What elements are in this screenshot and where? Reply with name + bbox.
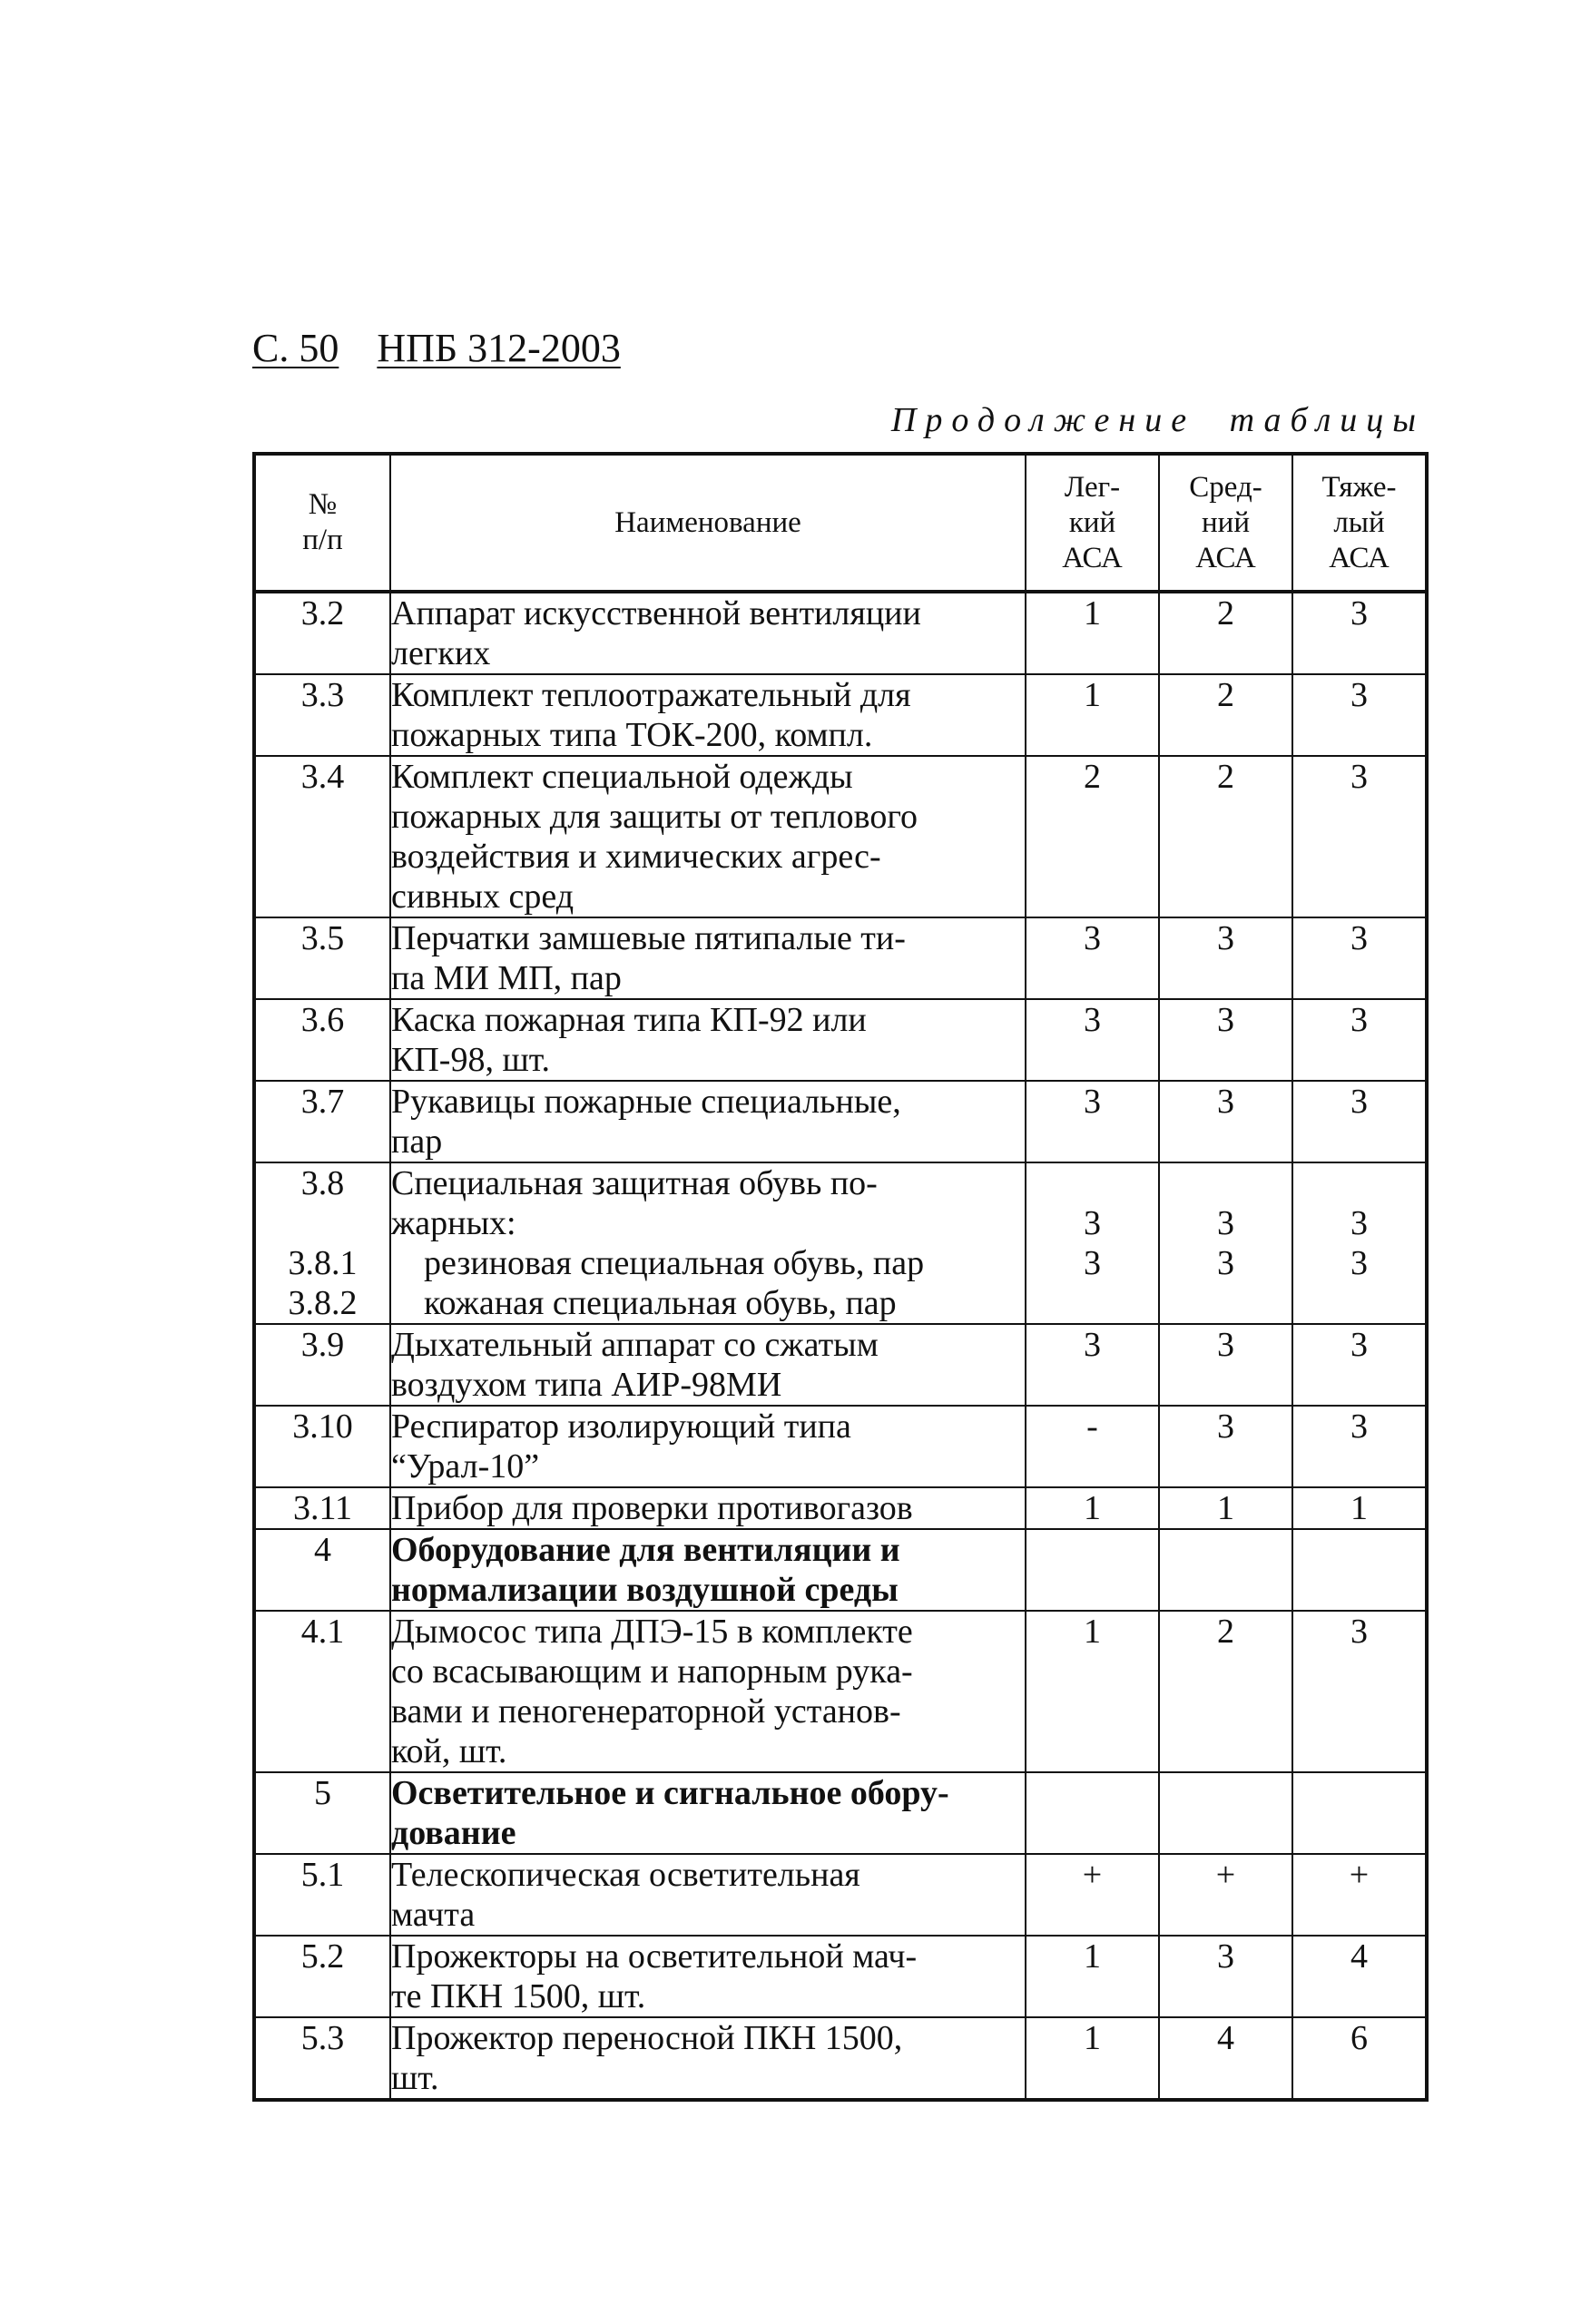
row-medium-value	[1159, 1081, 1292, 1162]
table-row	[254, 756, 1427, 917]
row-heavy-value-line: 3	[1350, 1407, 1368, 1446]
row-light-value-line: 1	[1084, 1489, 1101, 1527]
row-medium-value-line: 4	[1217, 2019, 1234, 2057]
row-light-value	[1026, 1936, 1159, 2017]
row-medium-value-line: 2	[1217, 676, 1234, 714]
row-medium-value	[1159, 756, 1292, 917]
row-number-line: 3.11	[292, 1489, 353, 1527]
row-light-value-line: 2	[1084, 758, 1101, 796]
row-medium-value-line	[1160, 1283, 1291, 1323]
row-heavy-value-line: 3	[1350, 919, 1368, 957]
row-medium-value-line: 3	[1217, 1083, 1234, 1121]
equipment-table	[252, 452, 1429, 2102]
row-medium-value	[1159, 999, 1292, 1081]
row-medium-value	[1159, 1936, 1292, 2017]
row-name	[390, 1936, 1026, 2017]
row-medium-value	[1159, 1324, 1292, 1406]
row-name-line: Дымосос типа ДПЭ-15 в комплекте	[391, 1613, 913, 1651]
table-row	[254, 1406, 1427, 1487]
row-number-line: 5	[314, 1774, 331, 1812]
row-medium-value	[1159, 2017, 1292, 2100]
row-light-value	[1026, 999, 1159, 1081]
row-number-line: 3.9	[300, 1326, 345, 1364]
row-light-value-line: 1	[1084, 2019, 1101, 2057]
row-light-value-line: 3	[1084, 1083, 1101, 1121]
row-number-line: 5.1	[300, 1856, 345, 1894]
row-name-line: мачта	[391, 1896, 476, 1934]
row-name-line: легких	[391, 634, 491, 672]
row-heavy-value	[1292, 2017, 1427, 2100]
row-light-value-line: 1	[1084, 594, 1101, 632]
row-name-line: пар	[391, 1123, 443, 1161]
row-medium-value	[1159, 1611, 1292, 1772]
row-light-value	[1026, 674, 1159, 756]
row-medium-value	[1159, 1854, 1292, 1936]
row-heavy-value-line	[1293, 1530, 1425, 1570]
row-light-value-line: 3	[1084, 919, 1101, 957]
row-number-line: 4	[314, 1531, 331, 1569]
row-heavy-value-line: 3	[1350, 1244, 1368, 1282]
row-name-line: Оборудование для вентиляции и	[391, 1531, 900, 1569]
table-row	[254, 917, 1427, 999]
row-name	[390, 1854, 1026, 1936]
row-light-value-line: 1	[1084, 1613, 1101, 1651]
row-name-line: нормализации воздушной среды	[391, 1571, 899, 1609]
row-name-line: Прибор для проверки противогазов	[391, 1489, 913, 1527]
row-number-line: 3.7	[300, 1083, 345, 1121]
row-heavy-value-line: 3	[1350, 676, 1368, 714]
row-medium-value-line: +	[1215, 1856, 1236, 1894]
row-medium-value	[1159, 674, 1292, 756]
row-name-line: Прожекторы на осветительной мач-	[391, 1937, 918, 1976]
table-row	[254, 1324, 1427, 1406]
row-light-value	[1026, 756, 1159, 917]
row-medium-value-line: 3	[1217, 1204, 1234, 1242]
row-number	[254, 1081, 390, 1162]
row-name-line: резиновая специальная обувь, пар	[424, 1244, 925, 1282]
page-number: С. 50	[252, 326, 339, 370]
row-name-line: Специальная защитная обувь по-	[391, 1164, 878, 1202]
row-medium-value-line: 3	[1217, 1326, 1234, 1364]
table-row	[254, 674, 1427, 756]
row-light-value-line: -	[1086, 1407, 1098, 1446]
row-medium-value-line	[1160, 1163, 1291, 1203]
row-name-line: Перчатки замшевые пятипалые ти-	[391, 919, 906, 957]
row-heavy-value-line: 1	[1350, 1489, 1368, 1527]
column-header-number: № п/п	[254, 454, 390, 592]
row-number-line: 3.8.1	[288, 1244, 358, 1282]
row-medium-value-line: 2	[1217, 1613, 1234, 1651]
row-name-line: Комплект теплоотражательный для	[391, 676, 911, 714]
row-name-line: Телескопическая осветительная	[391, 1856, 860, 1894]
row-name	[390, 2017, 1026, 2100]
row-medium-value-line: 3	[1217, 1244, 1234, 1282]
row-medium-value-line: 3	[1217, 1001, 1234, 1039]
table-header-row	[254, 454, 1427, 592]
row-number-line: 3.2	[300, 594, 345, 632]
row-name-line: воздухом типа АИР-98МИ	[391, 1366, 782, 1404]
table-row	[254, 1081, 1427, 1162]
row-medium-value-line	[1160, 1773, 1291, 1813]
row-heavy-value-line: 3	[1350, 1204, 1368, 1242]
row-light-value	[1026, 1081, 1159, 1162]
row-light-value-line: 3	[1084, 1244, 1101, 1282]
row-name	[390, 999, 1026, 1081]
row-light-value-line: 3	[1084, 1001, 1101, 1039]
row-heavy-value	[1292, 1081, 1427, 1162]
row-heavy-value	[1292, 917, 1427, 999]
row-heavy-value-line: 4	[1350, 1937, 1368, 1976]
table-row	[254, 999, 1427, 1081]
table-row	[254, 592, 1427, 674]
row-number-line: 3.6	[300, 1001, 345, 1039]
row-medium-value-line: 3	[1217, 1937, 1234, 1976]
row-number	[254, 1406, 390, 1487]
row-name	[390, 1611, 1026, 1772]
row-medium-value	[1159, 917, 1292, 999]
row-heavy-value	[1292, 1772, 1427, 1854]
row-medium-value	[1159, 1406, 1292, 1487]
row-medium-value-line: 3	[1217, 1407, 1234, 1446]
table-section-row	[254, 1772, 1427, 1854]
row-light-value	[1026, 1854, 1159, 1936]
row-heavy-value-line	[1293, 1163, 1425, 1203]
row-light-value-line	[1026, 1773, 1158, 1813]
row-number	[254, 1772, 390, 1854]
row-medium-value	[1159, 1772, 1292, 1854]
row-heavy-value-line: +	[1349, 1856, 1370, 1894]
row-number	[254, 1854, 390, 1936]
row-light-value	[1026, 1162, 1159, 1324]
column-header-name: Наименование	[390, 454, 1026, 592]
row-light-value-line	[1026, 1283, 1158, 1323]
row-light-value-line: +	[1082, 1856, 1103, 1894]
row-light-value	[1026, 1324, 1159, 1406]
row-light-value-line: 3	[1084, 1204, 1101, 1242]
row-heavy-value	[1292, 1611, 1427, 1772]
row-heavy-value	[1292, 1854, 1427, 1936]
row-heavy-value-line: 3	[1350, 1613, 1368, 1651]
table-row	[254, 1487, 1427, 1529]
table-row	[254, 2017, 1427, 2100]
row-number-line: 3.10	[292, 1407, 353, 1446]
row-name-line: Осветительное и сигнальное обору-	[391, 1774, 949, 1812]
row-number	[254, 1529, 390, 1611]
row-heavy-value	[1292, 999, 1427, 1081]
row-name-line: Респиратор изолирующий типа	[391, 1407, 851, 1446]
row-name-line: кой, шт.	[391, 1732, 507, 1770]
row-medium-value-line: 2	[1217, 594, 1234, 632]
row-name-line: вами и пеногенераторной установ-	[391, 1692, 901, 1731]
row-name-line: кожаная специальная обувь, пар	[424, 1284, 897, 1322]
row-name	[390, 756, 1026, 917]
row-heavy-value	[1292, 756, 1427, 917]
row-number	[254, 1487, 390, 1529]
row-number	[254, 1162, 390, 1324]
row-heavy-value	[1292, 1162, 1427, 1324]
row-name	[390, 1406, 1026, 1487]
row-name-line: со всасывающим и напорным рука-	[391, 1652, 913, 1691]
row-heavy-value	[1292, 1936, 1427, 2017]
table-row	[254, 1162, 1427, 1324]
row-name	[390, 1487, 1026, 1529]
page-header	[252, 325, 621, 372]
row-name-line: Каска пожарная типа КП-92 или	[391, 1001, 867, 1039]
row-number-line	[256, 1203, 389, 1243]
table-row	[254, 1854, 1427, 1936]
row-number	[254, 917, 390, 999]
table-body	[254, 592, 1427, 2100]
row-light-value-line	[1026, 1163, 1158, 1203]
row-name-line: Рукавицы пожарные специальные,	[391, 1083, 901, 1121]
row-name-line: те ПКН 1500, шт.	[391, 1977, 646, 2015]
row-heavy-value	[1292, 1487, 1427, 1529]
table-continuation-label: Продолжение таблицы	[890, 401, 1425, 439]
row-name-line: шт.	[391, 2059, 439, 2097]
row-light-value	[1026, 1772, 1159, 1854]
row-heavy-value	[1292, 1529, 1427, 1611]
row-medium-value-line	[1160, 1530, 1291, 1570]
row-light-value	[1026, 1529, 1159, 1611]
row-name-line: дование	[391, 1814, 516, 1852]
table-row	[254, 1936, 1427, 2017]
row-number-line: 3.3	[300, 676, 345, 714]
row-light-value	[1026, 1487, 1159, 1529]
row-number	[254, 1611, 390, 1772]
row-light-value	[1026, 1406, 1159, 1487]
row-light-value-line: 3	[1084, 1326, 1101, 1364]
row-number	[254, 2017, 390, 2100]
row-name	[390, 1324, 1026, 1406]
row-name-line: па МИ МП, пар	[391, 959, 622, 997]
row-heavy-value-line: 3	[1350, 1001, 1368, 1039]
row-name-line: “Урал-10”	[391, 1447, 540, 1486]
row-medium-value-line: 3	[1217, 919, 1234, 957]
row-name-line: КП-98, шт.	[391, 1041, 550, 1079]
row-name	[390, 1162, 1026, 1324]
row-number-line: 4.1	[300, 1613, 345, 1651]
row-name	[390, 1772, 1026, 1854]
row-heavy-value-line: 3	[1350, 1326, 1368, 1364]
row-medium-value	[1159, 592, 1292, 674]
row-number-line: 5.2	[300, 1937, 345, 1976]
row-medium-value-line: 1	[1217, 1489, 1234, 1527]
row-name-line: Дыхательный аппарат со сжатым	[391, 1326, 879, 1364]
row-number	[254, 1936, 390, 2017]
row-number-line: 3.8	[300, 1164, 345, 1202]
row-number	[254, 592, 390, 674]
column-header-medium: Сред- ний АСА	[1159, 454, 1292, 592]
row-light-value-line: 1	[1084, 676, 1101, 714]
row-medium-value	[1159, 1529, 1292, 1611]
row-name-line: Комплект специальной одежды	[391, 758, 853, 796]
row-heavy-value	[1292, 1406, 1427, 1487]
row-name	[390, 592, 1026, 674]
row-heavy-value-line	[1293, 1283, 1425, 1323]
column-header-light: Лег- кий АСА	[1026, 454, 1159, 592]
row-light-value-line: 1	[1084, 1937, 1101, 1976]
row-number	[254, 674, 390, 756]
row-light-value	[1026, 592, 1159, 674]
column-header-heavy: Тяже- лый АСА	[1292, 454, 1427, 592]
row-number	[254, 1324, 390, 1406]
row-name	[390, 1529, 1026, 1611]
row-heavy-value	[1292, 1324, 1427, 1406]
row-heavy-value-line: 6	[1350, 2019, 1368, 2057]
row-heavy-value-line: 3	[1350, 594, 1368, 632]
row-light-value-line	[1026, 1530, 1158, 1570]
row-name-line: воздействия и химических агрес-	[391, 838, 881, 876]
row-number	[254, 756, 390, 917]
row-name-line: жарных:	[391, 1204, 516, 1242]
row-name	[390, 674, 1026, 756]
row-name-line: Прожектор переносной ПКН 1500,	[391, 2019, 903, 2057]
row-name-line: пожарных для защиты от теплового	[391, 798, 918, 836]
row-medium-value-line: 2	[1217, 758, 1234, 796]
row-name-line: Аппарат искусственной вентиляции	[391, 594, 921, 632]
row-heavy-value	[1292, 674, 1427, 756]
row-name-line: сивных сред	[391, 878, 575, 916]
row-heavy-value-line: 3	[1350, 758, 1368, 796]
table-row	[254, 1611, 1427, 1772]
row-heavy-value	[1292, 592, 1427, 674]
row-heavy-value-line	[1293, 1773, 1425, 1813]
row-number	[254, 999, 390, 1081]
row-number-line: 3.8.2	[288, 1284, 358, 1322]
row-name	[390, 917, 1026, 999]
table-section-row	[254, 1529, 1427, 1611]
row-light-value	[1026, 2017, 1159, 2100]
document-code: НПБ 312-2003	[377, 326, 621, 370]
row-light-value	[1026, 917, 1159, 999]
row-number-line: 5.3	[300, 2019, 345, 2057]
row-medium-value	[1159, 1487, 1292, 1529]
row-number-line: 3.4	[300, 758, 345, 796]
row-medium-value	[1159, 1162, 1292, 1324]
row-light-value	[1026, 1611, 1159, 1772]
row-number-line: 3.5	[300, 919, 345, 957]
row-name	[390, 1081, 1026, 1162]
row-heavy-value-line: 3	[1350, 1083, 1368, 1121]
row-name-line: пожарных типа ТОК-200, компл.	[391, 716, 873, 754]
